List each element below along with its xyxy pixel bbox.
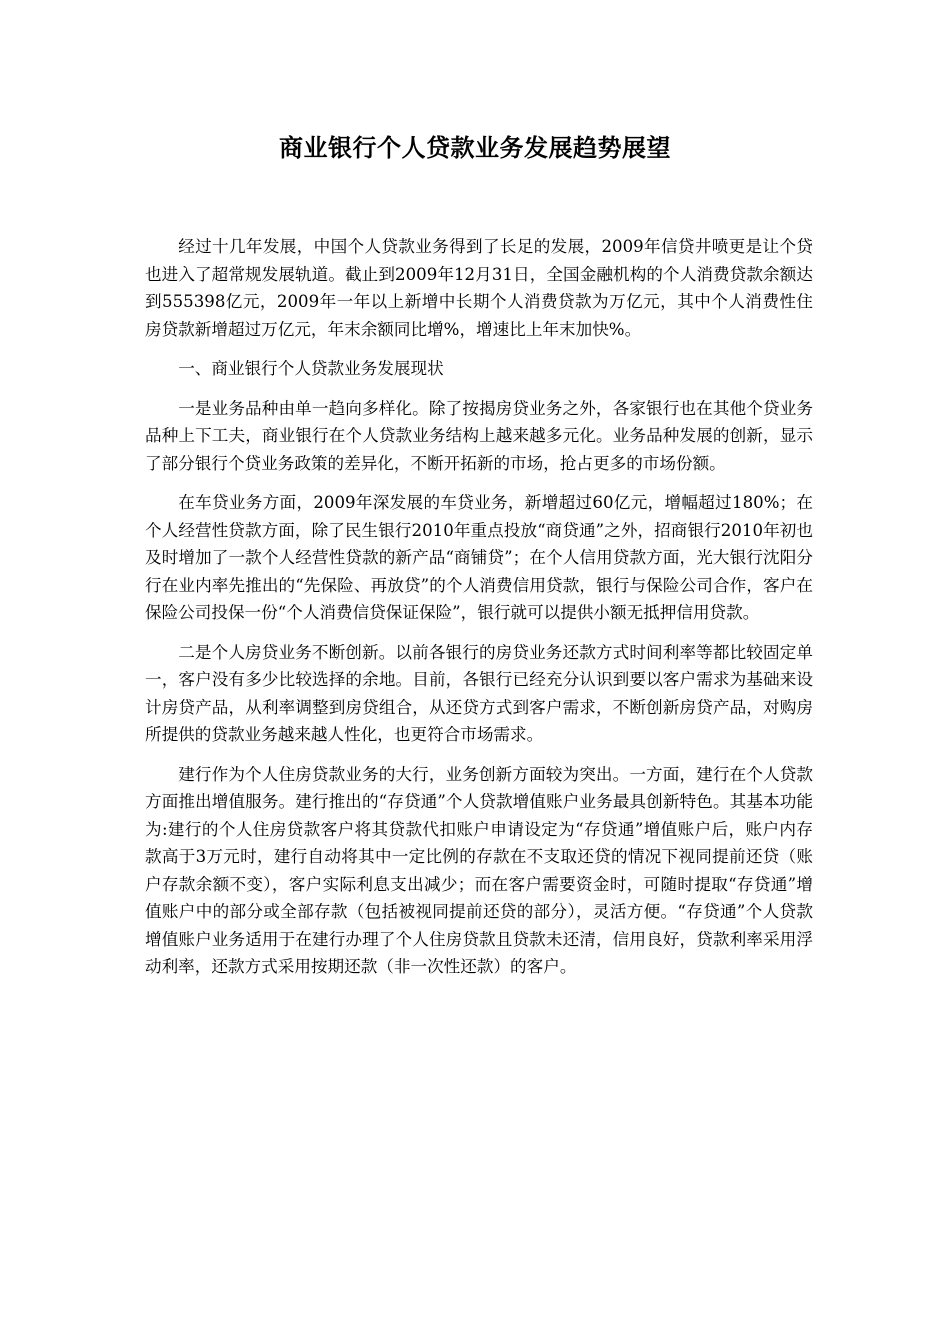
paragraph-mortgage-innovation: 二是个人房贷业务不断创新。以前各银行的房贷业务还款方式时间利率等都比较固定单一，客户没有多少比较选择的余地。目前，各银行已经充分认识到要以客户需求为基础来设计房贷产品，从利率调整到房贷组合，从还贷方式到客户需求，不断创新房贷产品，对购房所提供的贷款业务越来越人性化，也更符合市场需求。	[145, 642, 813, 744]
document-body	[145, 233, 813, 993]
paragraph-product-examples: 在车贷业务方面，2009年深发展的车贷业务，新增超过60亿元，增幅超过180%；在个人经营性贷款方面，除了民生银行2010年重点投放“商贷通”之外，招商银行2010年初也及时增加了一款个人经营性贷款的新产品“商铺贷”；在个人信用贷款方面，光大银行沈阳分行在业内率先推出的“先保险、再放贷”的个人消费信用贷款，银行与保险公司合作，客户在保险公司投保一份“个人消费信贷保证保险”，银行就可以提供小额无抵押信用贷款。	[145, 493, 813, 622]
document-title: 商业银行个人贷款业务发展趋势展望	[279, 133, 671, 162]
paragraph-ccb-example: 建行作为个人住房贷款业务的大行，业务创新方面较为突出。一方面，建行在个人贷款方面推出增值服务。建行推出的“存贷通”个人贷款增值账户业务最具创新特色。其基本功能为:建行的个人住房贷款客户将其贷款代扣账户申请设定为“存贷通”增值账户后，账户内存款高于3万元时，建行自动将其中一定比例的存款在不支取还贷的情况下视同提前还贷（账户存款余额不变），客户实际利息支出减少；而在客户需要资金时，可随时提取“存贷通”增值账户中的部分或全部存款（包括被视同提前还贷的部分），灵活方便。“存贷通”个人贷款增值账户业务适用于在建行办理了个人住房贷款且贷款未还清，信用良好，贷款利率采用浮动利率，还款方式采用按期还款（非一次性还款）的客户。	[145, 764, 813, 976]
paragraph-intro: 经过十几年发展，中国个人贷款业务得到了长足的发展，2009年信贷井喷更是让个贷也进入了超常规发展轨道。截止到2009年12月31日，全国金融机构的个人消费贷款余额达到555398亿元，2009年一年以上新增中长期个人消费贷款为万亿元，其中个人消费性住房贷款新增超过万亿元，年末余额同比增%，增速比上年末加快%。	[145, 237, 813, 339]
section-heading-1: 一、商业银行个人贷款业务发展现状	[178, 359, 444, 378]
paragraph-diversification: 一是业务品种由单一趋向多样化。除了按揭房贷业务之外，各家银行也在其他个贷业务品种上下工夫，商业银行在个人贷款业务结构上越来越多元化。业务品种发展的创新，显示了部分银行个贷业务政策的差异化，不断开拓新的市场，抢占更多的市场份额。	[145, 398, 813, 473]
